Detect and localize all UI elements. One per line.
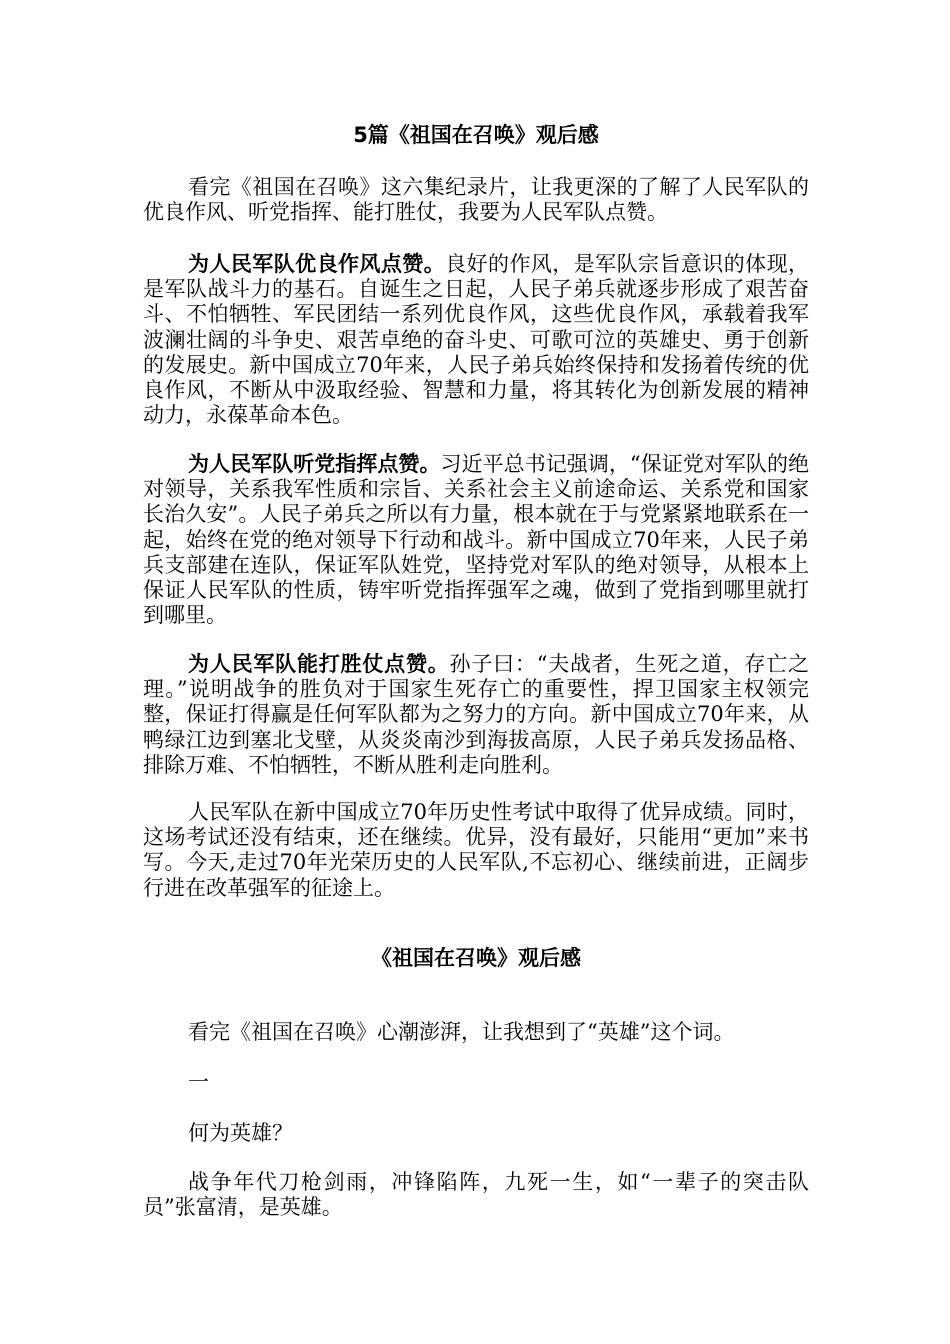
paragraph-text: 何为英雄？ bbox=[188, 1121, 293, 1145]
paragraph-conclusion bbox=[143, 800, 809, 901]
section-number bbox=[143, 1070, 809, 1095]
paragraph-text: 习近平总书记强调，“保证党对军队的绝对领导，关系我军性质和宗旨、关系社会主义前途命运、关系党和国家长治久安”。人民子弟兵之所以有力量，根本就在于与党紧紧地联系在一起，始终在党的绝对领导下行动和战斗。新中国成立70年来，人民子弟兵支部建在连队，保证军队姓党，坚持党对军队的绝对领导，从根本上保证人民军队的性质，铸牢听党指挥强军之魂，做到了党指到哪里就打到哪里。 bbox=[143, 452, 810, 628]
paragraph-second-intro bbox=[143, 1020, 809, 1045]
paragraph-hero bbox=[143, 1170, 809, 1220]
document-title: 5篇《祖国在召唤》观后感 bbox=[353, 123, 599, 147]
paragraph-question bbox=[143, 1121, 809, 1146]
paragraph-text: 看完《祖国在召唤》这六集纪录片，让我更深的了解了人民军队的优良作风、听党指挥、能打胜仗，我要为人民军队点赞。 bbox=[143, 175, 809, 225]
paragraph-text: 孙子曰：“夫战者，生死之道，存亡之理。”说明战争的胜负对于国家生死存亡的重要性，捍卫国家主权领完整，保证打得赢是任何军队都为之努力的方向。新中国成立70年来，从鸭绿江边到塞北戈壁，从炎炎南沙到海拔高原，人民子弟兵发扬品格、排除万难、不怕牺牲，不断从胜利走向胜利。 bbox=[143, 652, 810, 777]
paragraph-text: 一 bbox=[188, 1070, 209, 1094]
paragraph-win bbox=[143, 652, 809, 778]
paragraph-obey bbox=[143, 452, 809, 628]
paragraph-intro bbox=[143, 175, 809, 225]
paragraph-style bbox=[143, 252, 809, 428]
paragraph-lead: 为人民军队优良作风点赞。 bbox=[188, 252, 446, 276]
paragraph-text: 人民军队在新中国成立70年历史性考试中取得了优异成绩。同时，这场考试还没有结束，还在继续。优异，没有最好，只能用“更加”来书写。今天,走过70年光荣历史的人民军队,不忘初心、继续前进，正阔步行进在改革强军的征途上。 bbox=[143, 800, 809, 900]
paragraph-lead: 为人民军队听党指挥点赞。 bbox=[188, 452, 441, 476]
section-title: 《祖国在召唤》观后感 bbox=[371, 946, 581, 970]
paragraph-text: 战争年代刀枪剑雨，冲锋陷阵，九死一生，如“一辈子的突击队员”张富清，是英雄。 bbox=[143, 1170, 809, 1220]
paragraph-text: 看完《祖国在召唤》心潮澎湃，让我想到了“英雄”这个词。 bbox=[188, 1020, 735, 1044]
paragraph-text: 良好的作风，是军队宗旨意识的体现，是军队战斗力的基石。自诞生之日起，人民子弟兵就逐步形成了艰苦奋斗、不怕牺牲、军民团结一系列优良作风，这些优良作风，承载着我军波澜壮阔的斗争史、艰苦卓绝的奋斗史、可歌可泣的英雄史、勇于创新的发展史。新中国成立70年来，人民子弟兵始终保持和发扬着传统的优良作风，不断从中汲取经验、智慧和力量，将其转化为创新发展的精神动力，永葆革命本色。 bbox=[143, 252, 810, 428]
paragraph-lead: 为人民军队能打胜仗点赞。 bbox=[188, 652, 450, 676]
